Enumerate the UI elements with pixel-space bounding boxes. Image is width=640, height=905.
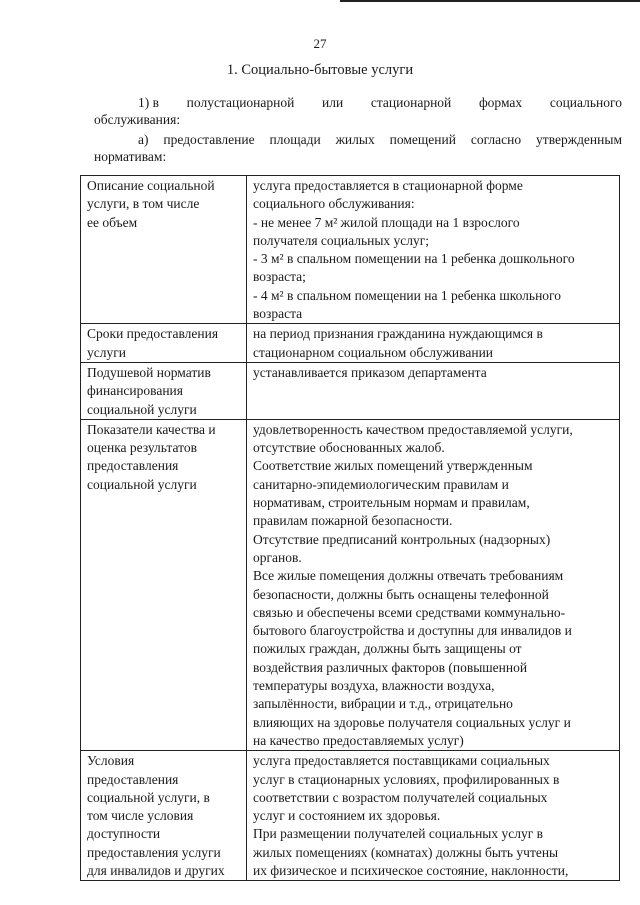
word: социального xyxy=(549,95,622,110)
row-value-line: возраста; xyxy=(253,269,306,285)
row-value-line: температуры воздуха, влажности воздуха, xyxy=(253,678,495,694)
row-value-cell xyxy=(247,419,620,750)
row-value-line: воздействия различных факторов (повышенной xyxy=(253,659,528,675)
row-label-cell xyxy=(81,324,247,363)
row-label-line: финансирования xyxy=(87,383,183,399)
row-label-line: услуги, в том числе xyxy=(87,196,200,212)
row-label-line: доступности xyxy=(87,826,161,842)
row-label-line: Условия xyxy=(87,753,135,769)
row-value-line: устанавливается приказом департамента xyxy=(253,364,487,380)
intro-item-2-line-1: а) предоставление площади жилых помещений согласно утвержденным xyxy=(138,132,622,147)
row-value-line: - 4 м² в спальном помещении на 1 ребенка школьного xyxy=(253,287,562,303)
row-value-line: бытового благоустройства и доступны для инвалидов и xyxy=(253,623,572,639)
row-value-line: При размещении получателей социальных услуг в xyxy=(253,826,544,842)
row-label-line: Подушевой норматив xyxy=(87,364,211,380)
row-label-line: Описание социальной xyxy=(87,178,215,193)
row-value-cell xyxy=(247,324,620,363)
row-value-cell xyxy=(247,362,620,419)
row-label-cell xyxy=(81,362,247,419)
word: стационарной xyxy=(370,95,452,110)
row-label-line: Сроки предоставления xyxy=(87,326,219,342)
row-value-line: на период признания гражданина нуждающимся в xyxy=(253,326,543,342)
word: полустационарной xyxy=(186,95,295,110)
row-label-cell xyxy=(81,751,247,881)
table-row xyxy=(81,176,620,324)
row-label-line: том числе условия xyxy=(87,808,194,824)
row-value-line: соответствии с возрастом получателей социальных xyxy=(253,789,548,805)
row-value-line: жилых помещениях (комнатах) должны быть учтены xyxy=(253,844,559,860)
row-value-line: Отсутствие предписаний контрольных (надзорных) xyxy=(253,531,551,547)
row-value-cell xyxy=(247,751,620,881)
row-value-line: получателя социальных услуг; xyxy=(253,232,430,248)
row-label-line: для инвалидов и других xyxy=(87,862,225,878)
row-value-line: стационарном социальном обслуживании xyxy=(253,344,494,360)
intro-item-1 xyxy=(94,94,622,128)
row-value-line: возраста xyxy=(253,306,303,322)
table-row xyxy=(81,324,620,363)
table-row xyxy=(81,751,620,881)
word: или xyxy=(322,95,344,110)
row-value-line: безопасности, должны быть оснащены телефонной xyxy=(253,586,549,602)
row-label-line: предоставления xyxy=(87,458,179,474)
page-number: 27 xyxy=(313,36,327,51)
row-value-line: отсутствие обоснованных жалоб. xyxy=(253,440,445,456)
row-value-line: пожилых граждан, должны быть защищены от xyxy=(253,641,522,657)
row-value-line: - не менее 7 м² жилой площади на 1 взрослого xyxy=(253,214,520,230)
word: формах xyxy=(478,95,523,110)
row-label-cell xyxy=(81,419,247,750)
intro-item-1-line-1 xyxy=(94,94,622,111)
top-edge-line xyxy=(340,0,640,2)
row-value-line: органов. xyxy=(253,549,302,565)
row-label-line: услуги xyxy=(87,344,126,360)
word: 1) в xyxy=(138,95,159,110)
row-value-line: влияющих на здоровье получателя социальных услуг и xyxy=(253,714,571,730)
row-value-line: услуга предоставляется поставщиками социальных xyxy=(253,753,550,769)
row-value-line: связью и обеспечены всеми средствами коммунально- xyxy=(253,604,566,620)
intro-item-2-line-2: нормативам: xyxy=(94,149,167,164)
row-value-line: санитарно-эпидемиологическим правилам и xyxy=(253,476,509,492)
row-label-line: Показатели качества и xyxy=(87,421,216,437)
row-value-cell xyxy=(247,176,620,324)
row-value-line: Все жилые помещения должны отвечать требованиям xyxy=(253,568,564,584)
row-value-line: социального обслуживания: xyxy=(253,196,415,212)
table-row xyxy=(81,419,620,750)
row-label-line: предоставления xyxy=(87,771,179,787)
row-value-line: Соответствие жилых помещений утвержденным xyxy=(253,458,533,474)
row-label-line: оценка результатов xyxy=(87,440,197,456)
row-value-line: - 3 м² в спальном помещении на 1 ребенка дошкольного xyxy=(253,251,575,267)
row-value-line: услуг и состоянием их здоровья. xyxy=(253,808,441,824)
row-label-line: социальной услуги xyxy=(87,401,197,417)
row-label-line: предоставления услуги xyxy=(87,844,221,860)
row-value-line: услуг в стационарных условиях, профилированных в xyxy=(253,771,560,787)
intro-item-1-line-2: обслуживания: xyxy=(94,112,181,127)
row-value-line: удовлетворенность качеством предоставляемой услуги, xyxy=(253,421,573,437)
row-value-line: правилам пожарной безопасности. xyxy=(253,513,453,529)
service-table xyxy=(80,175,620,881)
row-value-line: нормативам, строительным нормам и правилам, xyxy=(253,495,530,511)
row-label-line: социальной услуги xyxy=(87,476,197,492)
table-row xyxy=(81,362,620,419)
section-title: 1. Социально-бытовые услуги xyxy=(226,62,414,78)
row-label-line: ее объем xyxy=(87,214,138,230)
row-value-line: на качество предоставляемых услуг) xyxy=(253,732,464,748)
row-value-line: запылённости, вибрации и т.д., отрицательно xyxy=(253,696,513,712)
row-label-line: социальной услуги, в xyxy=(87,789,210,805)
row-value-line: услуга предоставляется в стационарной форме xyxy=(253,178,523,193)
intro-item-2 xyxy=(94,131,622,165)
row-value-line: их физическое и психическое состояние, наклонности, xyxy=(253,862,569,878)
row-label-cell xyxy=(81,176,247,324)
